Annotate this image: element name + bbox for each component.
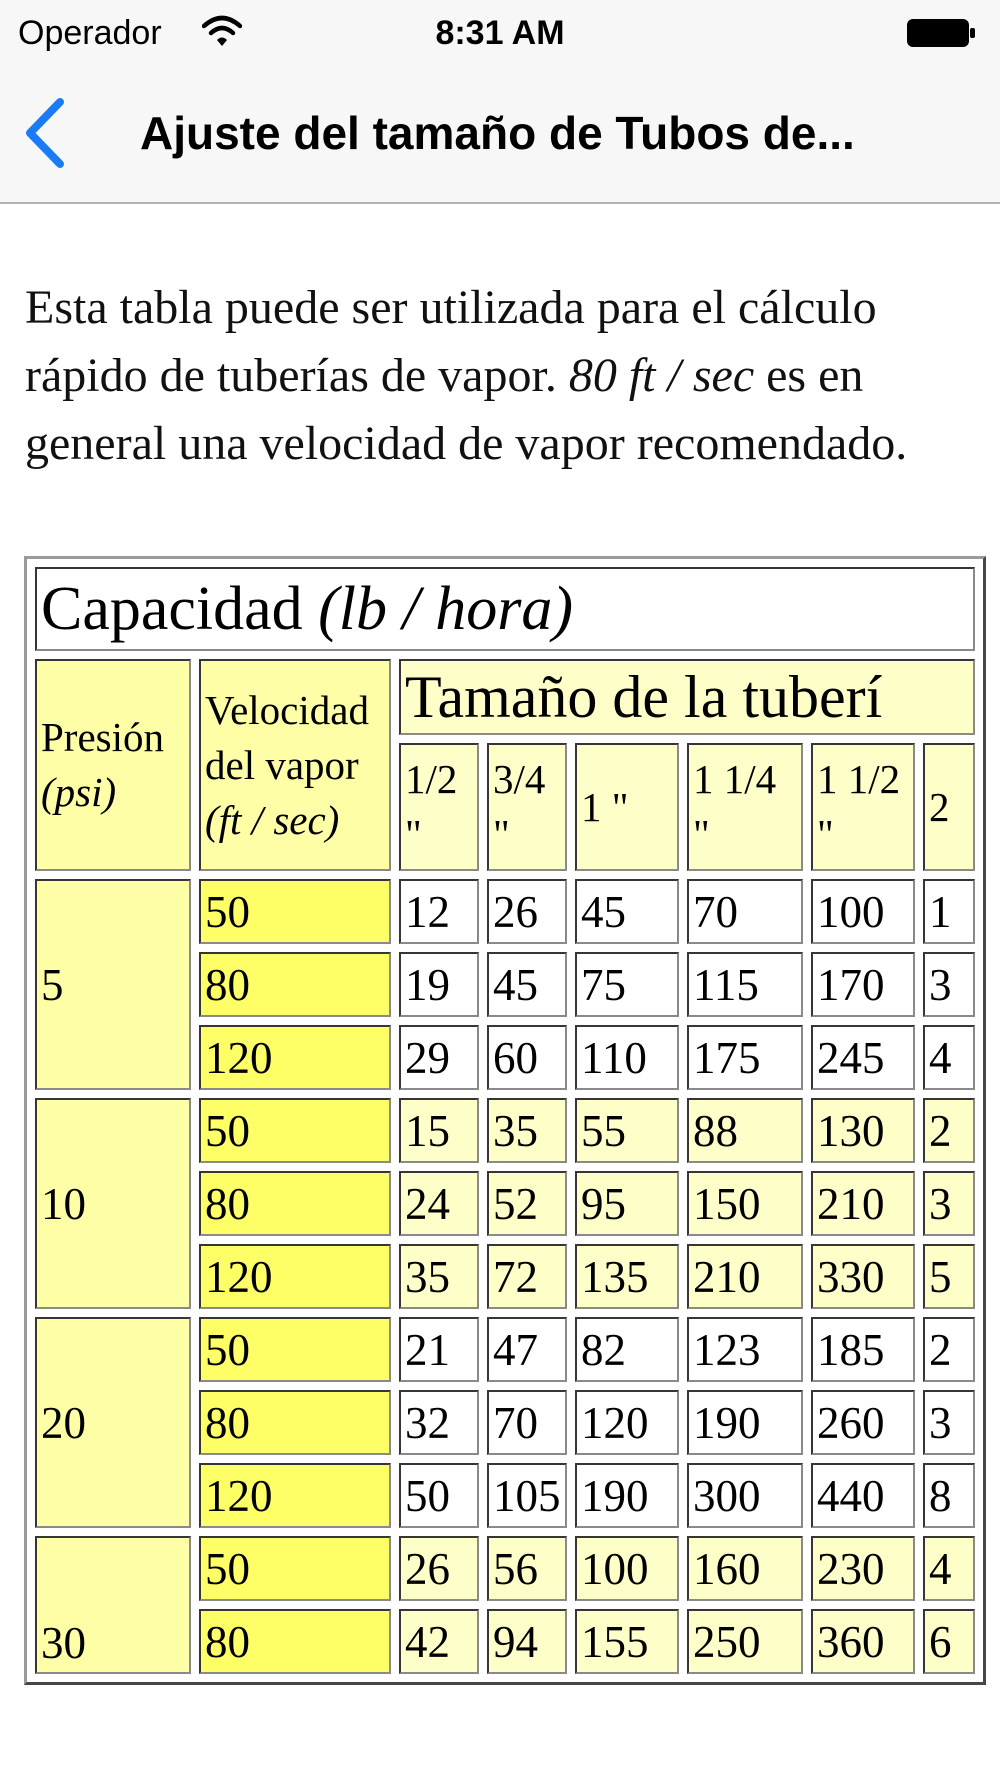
capacity-table-wrapper xyxy=(24,556,986,1685)
carrier-label: Operador xyxy=(18,14,162,52)
velocity-cell: 80 xyxy=(199,1609,391,1674)
capacity-cell: 47 xyxy=(487,1317,567,1382)
capacity-cell: 210 xyxy=(811,1171,915,1236)
status-bar xyxy=(0,0,1000,70)
capacity-cell: 230 xyxy=(811,1536,915,1601)
capacity-cell: 8 xyxy=(923,1463,975,1528)
capacity-cell: 245 xyxy=(811,1025,915,1090)
capacity-cell: 260 xyxy=(811,1390,915,1455)
table-row xyxy=(35,879,975,944)
capacity-cell: 150 xyxy=(687,1171,803,1236)
capacity-cell: 2 xyxy=(923,1317,975,1382)
capacity-cell: 110 xyxy=(575,1025,679,1090)
content-area[interactable] xyxy=(0,204,1000,1778)
caption-text: Capacidad xyxy=(41,575,319,643)
pipe-size-cell: 1 1/4 " xyxy=(687,743,803,871)
capacity-cell: 35 xyxy=(399,1244,479,1309)
capacity-table xyxy=(24,556,986,1685)
capacity-cell: 4 xyxy=(923,1536,975,1601)
capacity-cell: 70 xyxy=(487,1390,567,1455)
pipe-size-cell: 1/2 " xyxy=(399,743,479,871)
intro-text-end: es en general una velocidad de vapor recomendado. xyxy=(25,349,908,470)
capacity-cell: 1 xyxy=(923,879,975,944)
capacity-cell: 190 xyxy=(575,1463,679,1528)
capacity-cell: 100 xyxy=(811,879,915,944)
capacity-cell: 210 xyxy=(687,1244,803,1309)
capacity-cell: 3 xyxy=(923,1390,975,1455)
intro-velocity: 80 ft / sec xyxy=(568,349,755,402)
capacity-cell: 190 xyxy=(687,1390,803,1455)
velocity-cell: 120 xyxy=(199,1463,391,1528)
capacity-cell: 123 xyxy=(687,1317,803,1382)
capacity-cell: 94 xyxy=(487,1609,567,1674)
capacity-cell: 32 xyxy=(399,1390,479,1455)
capacity-cell: 12 xyxy=(399,879,479,944)
capacity-cell: 56 xyxy=(487,1536,567,1601)
capacity-cell: 175 xyxy=(687,1025,803,1090)
pipe-size-cell: 3/4 " xyxy=(487,743,567,871)
table-row xyxy=(35,1536,975,1601)
velocity-cell: 80 xyxy=(199,1171,391,1236)
pressure-cell: 10 xyxy=(35,1098,191,1309)
capacity-cell: 72 xyxy=(487,1244,567,1309)
pressure-unit: (psi) xyxy=(41,769,117,815)
clock: 8:31 AM xyxy=(435,14,565,52)
capacity-cell: 6 xyxy=(923,1609,975,1674)
table-caption xyxy=(35,567,975,651)
velocity-unit: (ft / sec) xyxy=(205,796,340,843)
pipe-size-cell: 1 " xyxy=(575,743,679,871)
capacity-cell: 52 xyxy=(487,1171,567,1236)
capacity-cell: 170 xyxy=(811,952,915,1017)
capacity-cell: 185 xyxy=(811,1317,915,1382)
capacity-cell: 21 xyxy=(399,1317,479,1382)
capacity-cell: 130 xyxy=(811,1098,915,1163)
table-row xyxy=(35,1317,975,1382)
velocity-header xyxy=(199,659,391,871)
capacity-cell: 42 xyxy=(399,1609,479,1674)
capacity-cell: 45 xyxy=(487,952,567,1017)
intro-text: Esta tabla puede ser utilizada para el cálculo rápido de tuberías de vapor. xyxy=(25,281,877,402)
pipe-size-header: Tamaño de la tuberí xyxy=(399,659,975,735)
intro-paragraph xyxy=(25,274,985,478)
capacity-cell: 120 xyxy=(575,1390,679,1455)
capacity-cell: 24 xyxy=(399,1171,479,1236)
pressure-header-label: Presión xyxy=(41,714,164,760)
capacity-cell: 35 xyxy=(487,1098,567,1163)
pressure-cell: 20 xyxy=(35,1317,191,1528)
velocity-cell: 120 xyxy=(199,1025,391,1090)
capacity-cell: 115 xyxy=(687,952,803,1017)
capacity-cell: 100 xyxy=(575,1536,679,1601)
capacity-cell: 3 xyxy=(923,952,975,1017)
navigation-bar xyxy=(0,70,1000,204)
pipe-size-cell: 2 xyxy=(923,743,975,871)
capacity-cell: 26 xyxy=(399,1536,479,1601)
pipe-size-cell: 1 1/2 " xyxy=(811,743,915,871)
velocity-header-label: Velocidad del vapor xyxy=(205,686,369,788)
velocity-cell: 50 xyxy=(199,1317,391,1382)
velocity-cell: 80 xyxy=(199,952,391,1017)
velocity-cell: 50 xyxy=(199,1098,391,1163)
battery-icon xyxy=(906,18,976,48)
capacity-cell: 95 xyxy=(575,1171,679,1236)
capacity-cell: 360 xyxy=(811,1609,915,1674)
capacity-cell: 4 xyxy=(923,1025,975,1090)
capacity-cell: 160 xyxy=(687,1536,803,1601)
capacity-cell: 105 xyxy=(487,1463,567,1528)
capacity-cell: 2 xyxy=(923,1098,975,1163)
capacity-cell: 88 xyxy=(687,1098,803,1163)
capacity-cell: 75 xyxy=(575,952,679,1017)
velocity-cell: 50 xyxy=(199,1536,391,1601)
velocity-cell: 80 xyxy=(199,1390,391,1455)
pressure-header xyxy=(35,659,191,871)
capacity-cell: 45 xyxy=(575,879,679,944)
capacity-cell: 60 xyxy=(487,1025,567,1090)
back-chevron-icon[interactable] xyxy=(22,96,70,170)
capacity-cell: 5 xyxy=(923,1244,975,1309)
pressure-cell: 5 xyxy=(35,879,191,1090)
velocity-cell: 120 xyxy=(199,1244,391,1309)
capacity-cell: 135 xyxy=(575,1244,679,1309)
velocity-cell: 50 xyxy=(199,879,391,944)
capacity-cell: 250 xyxy=(687,1609,803,1674)
pressure-cell: 30 xyxy=(35,1536,191,1674)
capacity-cell: 82 xyxy=(575,1317,679,1382)
capacity-cell: 55 xyxy=(575,1098,679,1163)
capacity-cell: 26 xyxy=(487,879,567,944)
capacity-cell: 50 xyxy=(399,1463,479,1528)
table-row xyxy=(35,1098,975,1163)
capacity-cell: 300 xyxy=(687,1463,803,1528)
capacity-cell: 330 xyxy=(811,1244,915,1309)
capacity-cell: 155 xyxy=(575,1609,679,1674)
caption-unit: (lb / hora) xyxy=(318,575,574,643)
capacity-cell: 440 xyxy=(811,1463,915,1528)
capacity-cell: 19 xyxy=(399,952,479,1017)
capacity-cell: 70 xyxy=(687,879,803,944)
capacity-cell: 15 xyxy=(399,1098,479,1163)
capacity-cell: 29 xyxy=(399,1025,479,1090)
page-title: Ajuste del tamaño de Tubos de... xyxy=(140,107,855,159)
capacity-cell: 3 xyxy=(923,1171,975,1236)
